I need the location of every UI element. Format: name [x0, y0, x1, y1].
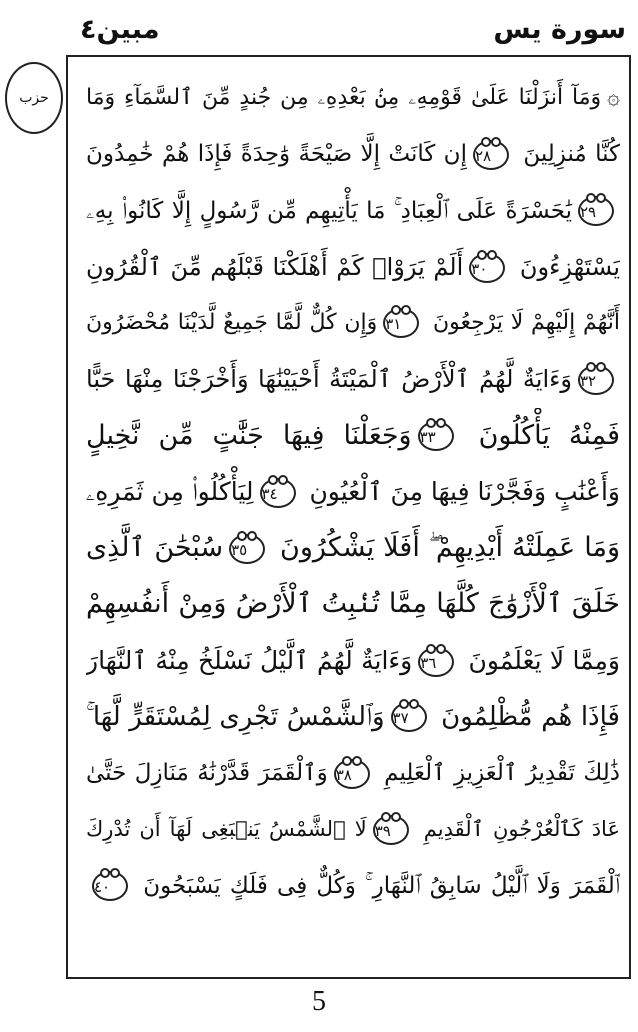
verse-text: كُنَّا مُنزِلِينَ: [514, 141, 620, 168]
text-line: [86, 464, 620, 520]
surah-title: سورة يس: [493, 14, 626, 45]
text-line: [86, 126, 620, 182]
text-line: [86, 295, 620, 351]
verse-text: أَنَّهُمْ إِلَيْهِمْ لَا يَرْجِعُونَ: [425, 310, 620, 335]
ayah-number-marker: ٣٨: [334, 759, 370, 789]
verse-text: وَأَعْنَٰبٍ وَفَجَّرْنَا فِيهَا مِنَ ٱلْعُيُونِ: [301, 476, 620, 506]
ayah-number-marker: ٢٩: [578, 196, 614, 226]
ayah-number-marker: ٤٠: [92, 871, 128, 901]
text-line: [86, 858, 620, 914]
verse-text: وَمَآ أَنزَلْنَا عَلَىٰ قَوْمِهِۦ مِنۢ بَعْدِهِۦ مِن جُندٍ مِّنَ ٱلسَّمَآءِ وَمَا: [86, 85, 602, 110]
ayah-number-marker: ٣٣: [418, 421, 454, 451]
verse-text: فَمِنْهُ يَأْكُلُونَ: [459, 419, 620, 451]
text-line: [86, 801, 620, 857]
hizb-marker: [5, 62, 63, 134]
text-line: [86, 745, 620, 801]
verse-text: ذَٰلِكَ تَقْدِيرُ ٱلْعَزِيزِ ٱلْعَلِيمِ: [375, 760, 620, 786]
verse-text: وَءَايَةٌ لَّهُمُ ٱلْأَرْضُ ٱلْمَيْتَةُ أَحْيَيْنَٰهَا وَأَخْرَجْنَا مِنْهَا حَبًّا: [86, 365, 572, 394]
verse-text: يَسْتَهْزِءُونَ: [511, 252, 620, 281]
text-line: [86, 408, 620, 464]
verse-text: وَجَعَلْنَا فِيهَا جَنَّٰتٍ مِّن نَّخِيلٍ: [86, 419, 412, 451]
ayah-number-marker: ٣٧: [391, 702, 427, 732]
verse-text: ٱلْقَمَرَ وَلَا ٱلَّيْلُ سَابِقُ ٱلنَّهَارِ ۚ وَكُلٌّ فِى فَلَكٍ يَسْبَحُونَ: [134, 872, 620, 899]
quran-text-lines: [86, 70, 620, 970]
verse-text: عَادَ كَٱلْعُرْجُونِ ٱلْقَدِيمِ: [414, 817, 620, 842]
text-line: [86, 239, 620, 295]
verse-text: خَلَقَ ٱلْأَزْوَٰجَ كُلَّهَا مِمَّا تُنۢبِتُ ٱلْأَرْضُ وَمِنْ أَنفُسِهِمْ: [86, 588, 620, 620]
ayah-number-marker: ٣٤: [260, 478, 296, 508]
verse-text: لِيَأْكُلُوا۟ مِن ثَمَرِهِۦ: [86, 476, 254, 506]
verse-text: فَإِذَا هُم مُّظْلِمُونَ: [432, 701, 620, 732]
text-line: [86, 576, 620, 632]
ayah-number-marker: ٣٦: [418, 647, 454, 677]
ayah-number-marker: ٣٩: [373, 815, 409, 845]
verse-text: وَإِن كُلٌّ لَّمَّا جَمِيعٌ لَّدَيْنَا مُحْضَرُونَ: [86, 310, 378, 335]
verse-text: أَلَمْ يَرَوْا۟ كَمْ أَهْلَكْنَا قَبْلَهُم مِّنَ ٱلْقُرُونِ: [86, 252, 464, 281]
hizb-label: حزب: [19, 90, 49, 106]
text-line: [86, 70, 620, 126]
page-number: 5: [312, 986, 326, 1017]
verse-text: وَٱلْقَمَرَ قَدَّرْنَٰهُ مَنَازِلَ حَتَّىٰ: [86, 760, 328, 786]
text-line: [86, 183, 620, 239]
ayah-number-marker: ٣٥: [229, 534, 265, 564]
verse-text: إِن كَانَتْ إِلَّا صَيْحَةً وَٰحِدَةً فَإِذَا هُمْ خَٰمِدُونَ: [86, 141, 467, 168]
text-line: [86, 633, 620, 689]
verse-text: يَٰحَسْرَةً عَلَى ٱلْعِبَادِ ۚ مَا يَأْتِيهِم مِّن رَّسُولٍ إِلَّا كَانُوا۟ بِهِۦ: [86, 197, 572, 224]
rub-el-hizb-star-icon: ۞: [607, 85, 620, 110]
text-line: [86, 689, 620, 745]
ayah-number-marker: ٢٨: [473, 140, 509, 170]
verse-text: وَءَايَةٌ لَّهُمُ ٱلَّيْلُ نَسْلَخُ مِنْهُ ٱلنَّهَارَ: [86, 645, 413, 675]
verse-text: وَٱلشَّمْسُ تَجْرِى لِمُسْتَقَرٍّ لَّهَا ۚ: [86, 701, 385, 732]
ayah-number-marker: ٣٢: [578, 365, 614, 395]
header-catchword: مبين٤: [80, 14, 160, 45]
ayah-number-marker: ٣١: [383, 308, 419, 338]
text-line: [86, 520, 620, 576]
verse-text: وَمَا عَمِلَتْهُ أَيْدِيهِمْ ۖ أَفَلَا يَشْكُرُونَ: [271, 532, 620, 563]
verse-text: وَمِمَّا لَا يَعْلَمُونَ: [460, 645, 620, 675]
page-header: [70, 10, 630, 50]
verse-text: لَا ٱلشَّمْسُ يَنۢبَغِى لَهَآ أَن تُدْرِكَ: [86, 817, 367, 842]
ayah-number-marker: ٣٠: [469, 253, 505, 283]
verse-text: سُبْحَٰنَ ٱلَّذِى: [86, 532, 224, 563]
text-line: [86, 351, 620, 407]
